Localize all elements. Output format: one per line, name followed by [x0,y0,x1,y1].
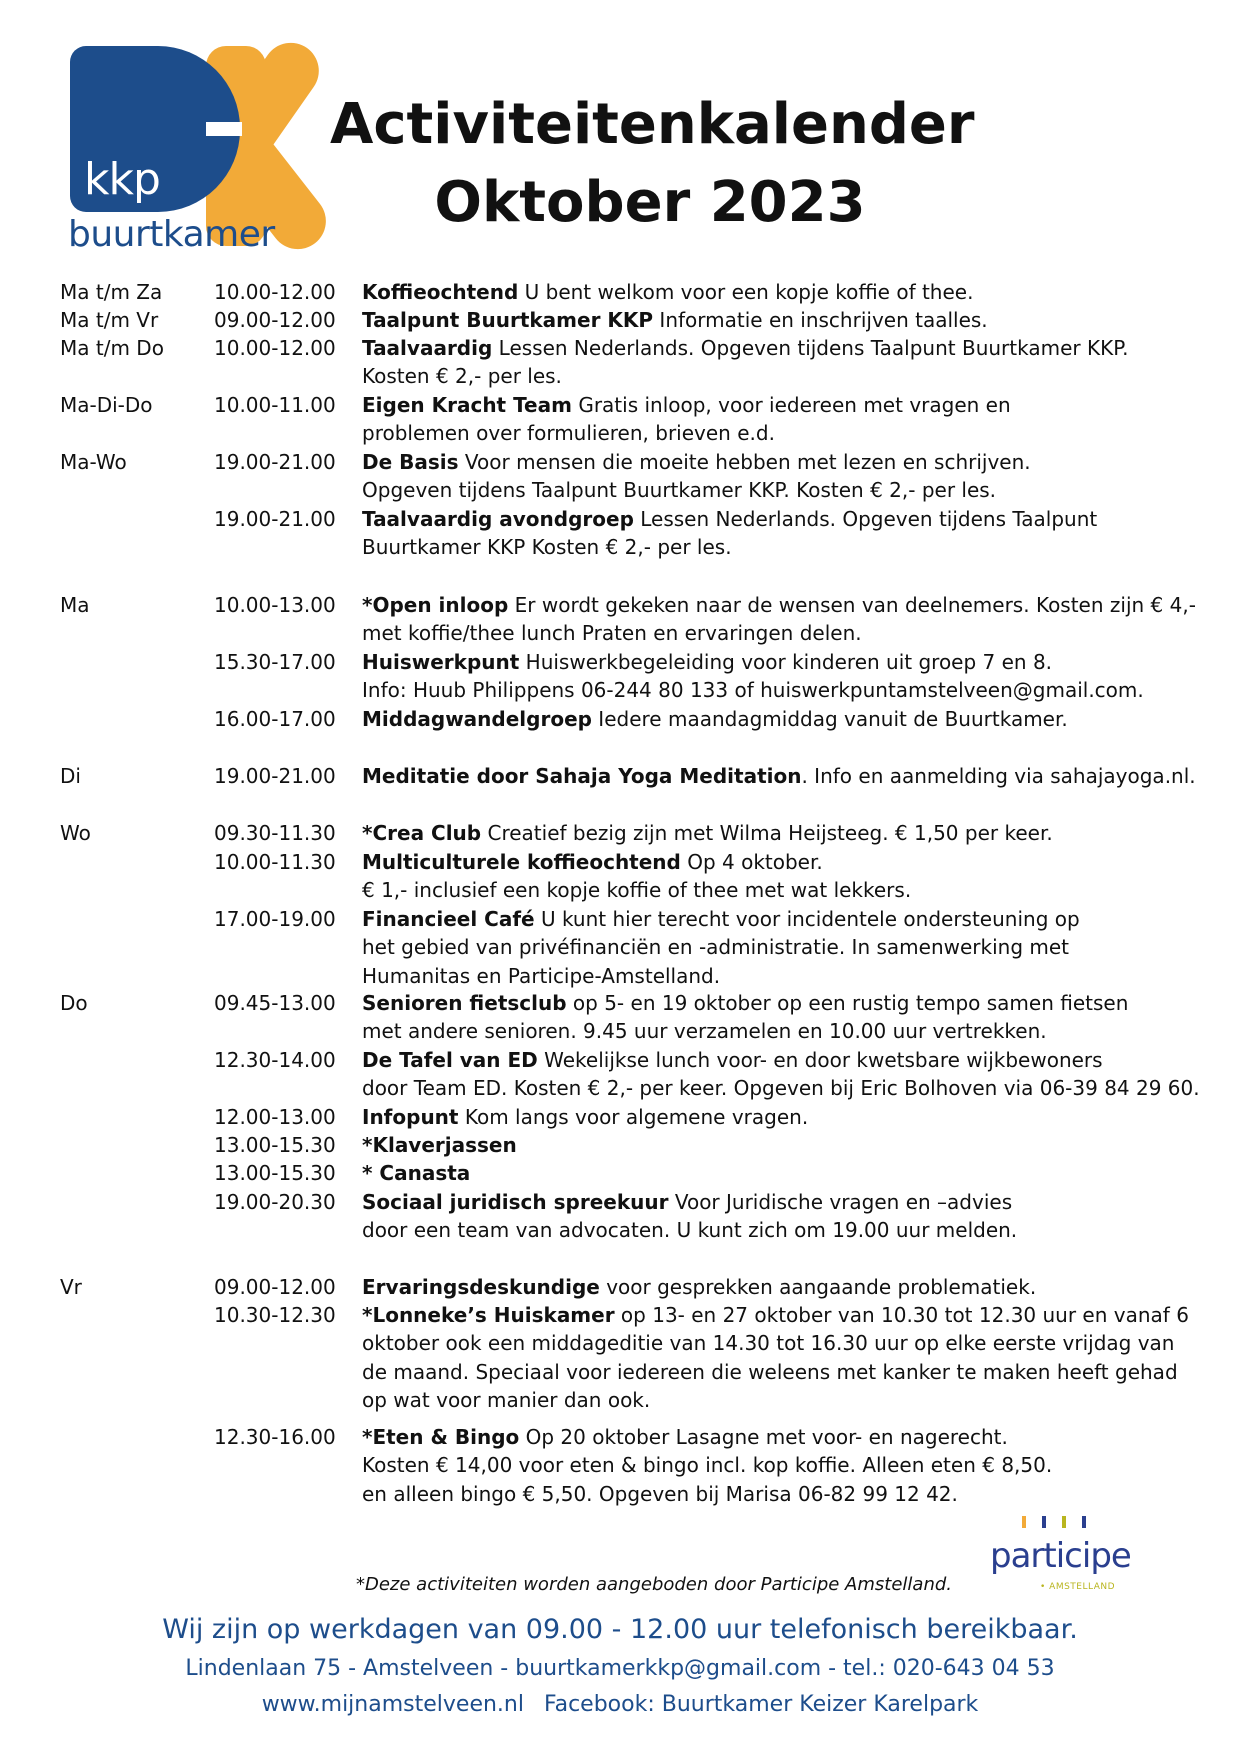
activity-name: Middagwandelgroep [362,707,592,731]
description-text: Gratis inloop, voor iedereen met vragen en [571,393,1011,417]
description-text: Informatie en inschrijven taalles. [653,308,988,332]
description-line [362,1017,1192,1045]
description-line [362,278,1192,306]
activity-day: Ma t/m Do [60,336,164,360]
description-line [362,1159,1192,1187]
participe-bar [1022,1516,1026,1528]
description-line [362,676,1192,704]
activity-description [362,705,1192,733]
description-line [362,648,1192,676]
logo-b-notch [206,122,242,136]
description-line [362,1046,1192,1074]
activity-name: Meditatie door Sahaja Yoga Meditation [362,764,802,788]
description-line [362,1216,1192,1244]
activity-name: *Crea Club [362,821,482,845]
description-text: op 5- en 19 oktober op een rustig tempo samen fietsen [566,991,1129,1015]
description-line [362,1131,1192,1159]
activity-day: Ma t/m Za [60,280,163,304]
activity-day: Wo [60,821,91,845]
description-text: de maand. Speciaal voor iedereen die weleens met kanker te maken heeft gehad [362,1359,1178,1384]
description-line [362,933,1192,961]
description-text: Wekelijkse lunch voor- en door kwetsbare wijkbewoners [537,1048,1103,1072]
activity-time: 12.30-14.00 [214,1048,336,1072]
description-text: U bent welkom voor een kopje koffie of thee. [518,280,974,304]
description-line [362,619,1192,647]
activity-day: Ma-Wo [60,450,127,474]
activity-time: 09.45-13.00 [214,991,336,1015]
activity-time: 15.30-17.00 [214,650,336,674]
participe-logo [990,1516,1130,1596]
activity-time: 09.00-12.00 [214,1275,336,1299]
activity-time: 19.00-21.00 [214,764,336,788]
activity-time: 19.00-21.00 [214,450,336,474]
activity-name: Multiculturele koffieochtend [362,850,681,874]
activity-description [362,1273,1192,1301]
activity-name: Koffieochtend [362,280,519,304]
description-line [362,505,1192,533]
description-line [362,362,1192,390]
activity-time: 19.00-20.30 [214,1190,336,1214]
activity-description [362,448,1192,505]
description-text: Opgeven tijdens Taalpunt Buurtkamer KKP. Kosten € 2,- per les. [362,478,997,503]
description-line [362,819,1192,847]
description-text: Lessen Nederlands. Opgeven tijdens Taalpunt Buurtkamer KKP. [492,336,1129,360]
activity-time: 10.00-13.00 [214,593,336,617]
activity-description [362,278,1192,306]
description-line [362,905,1192,933]
activity-time: 09.00-12.00 [214,308,336,332]
description-text: Info: Huub Philippens 06-244 80 133 of huiswerkpuntamstelveen@gmail.com. [362,678,1144,703]
description-text: voor gesprekken aangaande problematiek. [599,1275,1037,1299]
logo-kkp-text: kkp [84,154,160,205]
activity-name: * Canasta [362,1161,471,1185]
description-text: Humanitas en Participe-Amstelland. [362,963,721,988]
activity-time: 10.00-11.00 [214,393,336,417]
description-line [362,1188,1192,1216]
description-line [362,848,1192,876]
description-text: het gebied van privéfinanciën en -administratie. In samenwerking met [362,935,1070,960]
activity-description [362,505,1192,562]
participe-bar [1062,1516,1066,1528]
logo-wordmark: buurtkamer [68,214,275,255]
description-line [362,1386,1192,1414]
activity-description [362,905,1192,990]
activity-description [362,391,1192,448]
activity-description [362,1423,1192,1508]
description-text: met andere senioren. 9.45 uur verzamelen en 10.00 uur vertrekken. [362,1019,1047,1044]
description-line [362,419,1192,447]
activity-description [362,648,1192,705]
page-title [330,86,975,242]
activity-name: Senioren fietsclub [362,991,567,1015]
description-line [362,1329,1192,1357]
description-line [362,1480,1192,1508]
description-text: en alleen bingo € 5,50. Opgeven bij Marisa 06-82 99 12 42. [362,1481,958,1506]
activity-time: 13.00-15.30 [214,1161,336,1185]
activity-time: 10.00-11.30 [214,850,336,874]
description-text: € 1,- inclusief een kopje koffie of thee met wat lekkers. [362,878,912,903]
activity-name: Taalpunt Buurtkamer KKP [362,308,654,332]
description-text: op wat voor manier dan ook. [362,1388,651,1413]
description-text: Huiswerkbegeleiding voor kinderen uit groep 7 en 8. [519,650,1053,674]
footer-address: Lindenlaan 75 - Amstelveen - buurtkamerkkp@gmail.com - tel.: 020-643 04 53 [185,1656,1055,1681]
description-line [362,1423,1192,1451]
participe-bar [1042,1516,1046,1528]
description-text: met koffie/thee lunch Praten en ervaringen delen. [362,621,862,646]
activity-name: *Open inloop [362,593,509,617]
title-line-2: Oktober 2023 [434,170,866,235]
description-line [362,391,1192,419]
activity-description [362,1301,1192,1415]
activity-time: 17.00-19.00 [214,907,336,931]
description-line [362,705,1192,733]
activity-name: Taalvaardig [362,336,493,360]
activity-name: *Lonneke’s Huiskamer [362,1303,615,1327]
activity-description [362,1159,1192,1187]
activity-description [362,1131,1192,1159]
description-line [362,1074,1200,1102]
activity-time: 10.00-12.00 [214,336,336,360]
activity-name: *Eten & Bingo [362,1425,520,1449]
description-text: oktober ook een middageditie van 14.30 tot 16.30 uur op elke eerste vrijdag van [362,1331,1175,1356]
description-line [362,533,1192,561]
description-line [362,1103,1192,1131]
description-line [362,448,1192,476]
description-line [362,476,1192,504]
description-line [362,1358,1192,1386]
activity-name: Taalvaardig avondgroep [362,507,634,531]
description-text: Kosten € 14,00 voor eten & bingo incl. kop koffie. Alleen eten € 8,50. [362,1453,1053,1478]
description-text: Iedere maandagmiddag vanuit de Buurtkamer. [591,707,1068,731]
activity-name: Sociaal juridisch spreekuur [362,1190,669,1214]
activity-time: 13.00-15.30 [214,1133,336,1157]
activity-name: *Klaverjassen [362,1133,517,1157]
activity-description [362,1103,1192,1131]
description-text: Op 20 oktober Lasagne met voor- en nagerecht. [519,1425,1008,1449]
description-line [362,306,1192,334]
participe-bars [1022,1516,1102,1530]
activity-time: 12.30-16.00 [214,1425,336,1449]
description-text: Er wordt gekeken naar de wensen van deelnemers. Kosten zijn € 4,- [508,593,1196,617]
participe-subtitle: • AMSTELLAND [1040,1582,1116,1592]
description-text: U kunt hier terecht voor incidentele ondersteuning op [534,907,1080,931]
footnote: *Deze activiteiten worden aangeboden door Participe Amstelland. [356,1574,952,1595]
description-line [362,591,1196,619]
description-text: op 13- en 27 oktober van 10.30 tot 12.30 uur en vanaf 6 [614,1303,1189,1327]
activity-time: 19.00-21.00 [214,507,336,531]
activity-description [362,848,1192,905]
activity-time: 09.30-11.30 [214,821,336,845]
activity-name: Ervaringsdeskundige [362,1275,600,1299]
buurtkamer-kkp-logo [66,44,306,264]
activity-time: 10.30-12.30 [214,1303,336,1327]
facebook-link[interactable]: Facebook: Buurtkamer Keizer Karelpark [543,1692,979,1717]
activity-time: 16.00-17.00 [214,707,336,731]
description-text: . Info en aanmelding via sahajayoga.nl. [801,764,1196,788]
activity-name: Infopunt [362,1105,459,1129]
description-text: Kom langs voor algemene vragen. [458,1105,809,1129]
activity-description [362,762,1196,790]
activity-day: Ma-Di-Do [60,393,153,417]
description-text: problemen over formulieren, brieven e.d. [362,421,775,446]
activity-name: Financieel Café [362,907,535,931]
activity-description [362,591,1196,648]
activity-day: Di [60,764,81,788]
activity-description [362,1188,1192,1245]
activity-day: Ma [60,593,90,617]
description-line [362,1451,1192,1479]
participe-bar [1082,1516,1086,1528]
description-line [362,1273,1192,1301]
activity-name: De Basis [362,450,459,474]
description-line [362,989,1192,1017]
activity-description [362,334,1192,391]
activity-description [362,306,1192,334]
description-line [362,762,1196,790]
activity-time: 12.00-13.00 [214,1105,336,1129]
activity-day: Ma t/m Vr [60,308,159,332]
description-text: Kosten € 2,- per les. [362,364,562,389]
description-text: Op 4 oktober. [680,850,823,874]
activity-description [362,819,1192,847]
activity-description [362,989,1192,1046]
description-text: Creatief bezig zijn met Wilma Heijsteeg. € 1,50 per keer. [481,821,1053,845]
description-text: Lessen Nederlands. Opgeven tijdens Taalpunt [633,507,1098,531]
description-text: door een team van advocaten. U kunt zich om 19.00 uur melden. [362,1218,1018,1243]
description-text: Buurtkamer KKP Kosten € 2,- per les. [362,535,732,560]
activity-name: Huiswerkpunt [362,650,520,674]
activity-description [362,1046,1200,1103]
footer-links [0,1692,1240,1717]
description-text: door Team ED. Kosten € 2,- per keer. Opgeven bij Eric Bolhoven via 06-39 84 29 60. [362,1076,1200,1101]
website-link[interactable]: www.mijnamstelveen.nl [261,1692,524,1717]
description-line [362,334,1192,362]
title-line-1: Activiteitenkalender [330,92,975,157]
description-line [362,876,1192,904]
description-text: Voor Juridische vragen en –advies [668,1190,1013,1214]
description-line [362,962,1192,990]
footer-hours: Wij zijn op werkdagen van 09.00 - 12.00 uur telefonisch bereikbaar. [162,1614,1078,1645]
participe-wordmark: participe [990,1536,1131,1576]
activity-time: 10.00-12.00 [214,280,336,304]
activity-name: Eigen Kracht Team [362,393,572,417]
activity-day: Vr [60,1275,82,1299]
description-text: Voor mensen die moeite hebben met lezen en schrijven. [458,450,1031,474]
activity-name: De Tafel van ED [362,1048,538,1072]
description-line [362,1301,1192,1329]
activity-day: Do [60,991,88,1015]
